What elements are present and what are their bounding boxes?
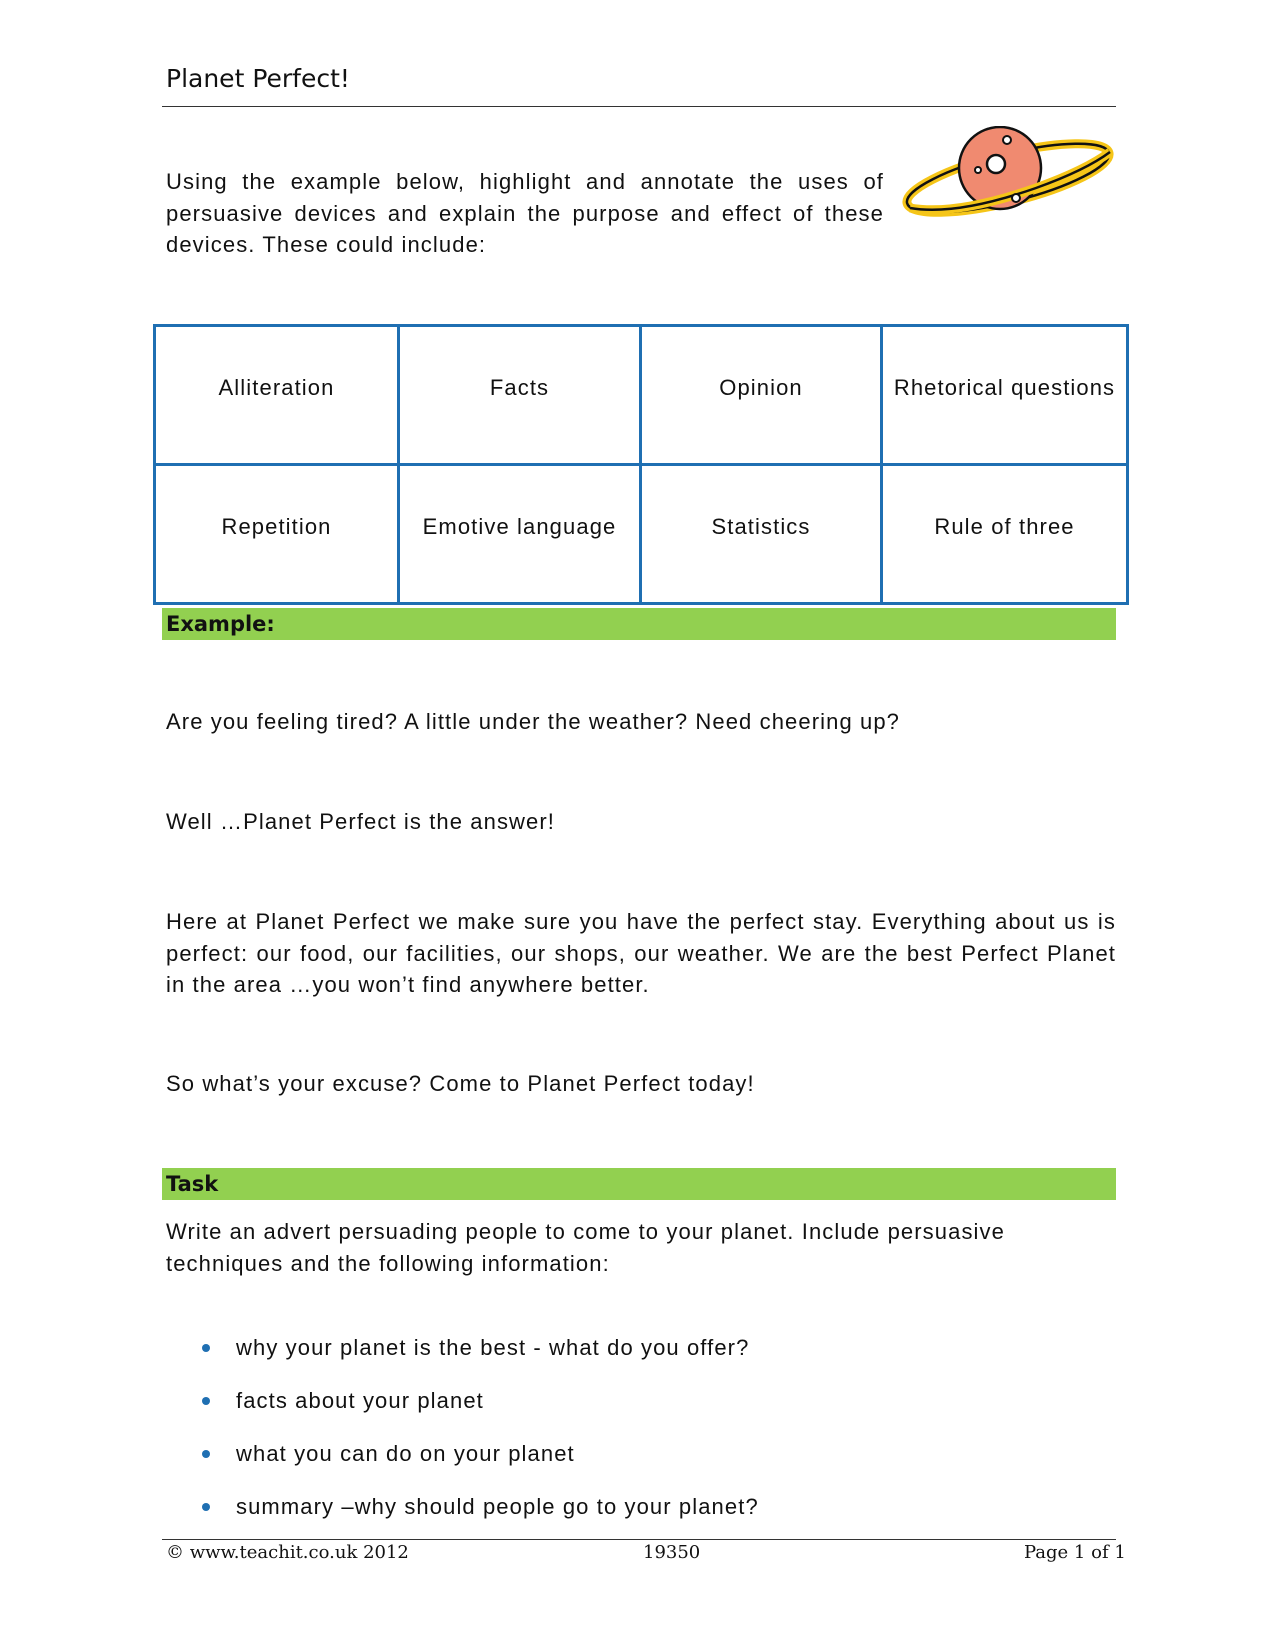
table-cell: Rhetorical questions xyxy=(882,326,1128,465)
list-item-text: facts about your planet xyxy=(236,1388,484,1413)
ringed-planet-icon xyxy=(896,126,1120,226)
bullet-icon xyxy=(202,1503,210,1511)
list-item-text: summary –why should people go to your planet? xyxy=(236,1494,759,1519)
page-title: Planet Perfect! xyxy=(166,64,350,93)
bullet-icon xyxy=(202,1450,210,1458)
list-item-text: why your planet is the best - what do you offer? xyxy=(236,1335,750,1360)
intro-paragraph: Using the example below, highlight and annotate the uses of persuasive devices and explain the purpose and effect of these devices. These could include: xyxy=(166,169,884,257)
example-paragraph: Here at Planet Perfect we make sure you have the perfect stay. Everything about us is perfect: our food, our facilities, our shops, our weather. We are the best Perfect Planet in the area …you won’t find anywhere better. xyxy=(166,909,1116,997)
list-item xyxy=(166,1385,1066,1438)
table-cell: Statistics xyxy=(641,465,882,604)
table-cell: Opinion xyxy=(641,326,882,465)
bullet-icon xyxy=(202,1397,210,1405)
example-paragraph: Well …Planet Perfect is the answer! xyxy=(166,809,556,834)
table-cell: Emotive language xyxy=(399,465,641,604)
title-divider xyxy=(162,106,1116,107)
list-item xyxy=(166,1491,1066,1544)
task-heading: Task xyxy=(162,1168,1116,1200)
list-item-text: what you can do on your planet xyxy=(236,1441,575,1466)
table-cell: Facts xyxy=(399,326,641,465)
persuasive-devices-table xyxy=(153,324,1129,605)
footer-copyright: © www.teachit.co.uk 2012 xyxy=(166,1542,409,1563)
footer-page-number: Page 1 of 1 xyxy=(1024,1542,1126,1563)
footer-divider xyxy=(162,1539,1116,1540)
task-checklist xyxy=(166,1332,1066,1544)
example-paragraph: Are you feeling tired? A little under the weather? Need cheering up? xyxy=(166,709,901,734)
list-item xyxy=(166,1438,1066,1491)
table-row xyxy=(155,465,1128,604)
example-heading: Example: xyxy=(162,608,1116,640)
example-paragraph: So what’s your excuse? Come to Planet Perfect today! xyxy=(166,1071,755,1096)
table-cell: Alliteration xyxy=(155,326,399,465)
list-item xyxy=(166,1332,1066,1385)
task-instruction: Write an advert persuading people to come to your planet. Include persuasive techniques and the following information: xyxy=(166,1219,1005,1276)
bullet-icon xyxy=(202,1344,210,1352)
table-cell: Rule of three xyxy=(882,465,1128,604)
table-row xyxy=(155,326,1128,465)
footer-resource-code: 19350 xyxy=(643,1542,701,1563)
table-cell: Repetition xyxy=(155,465,399,604)
